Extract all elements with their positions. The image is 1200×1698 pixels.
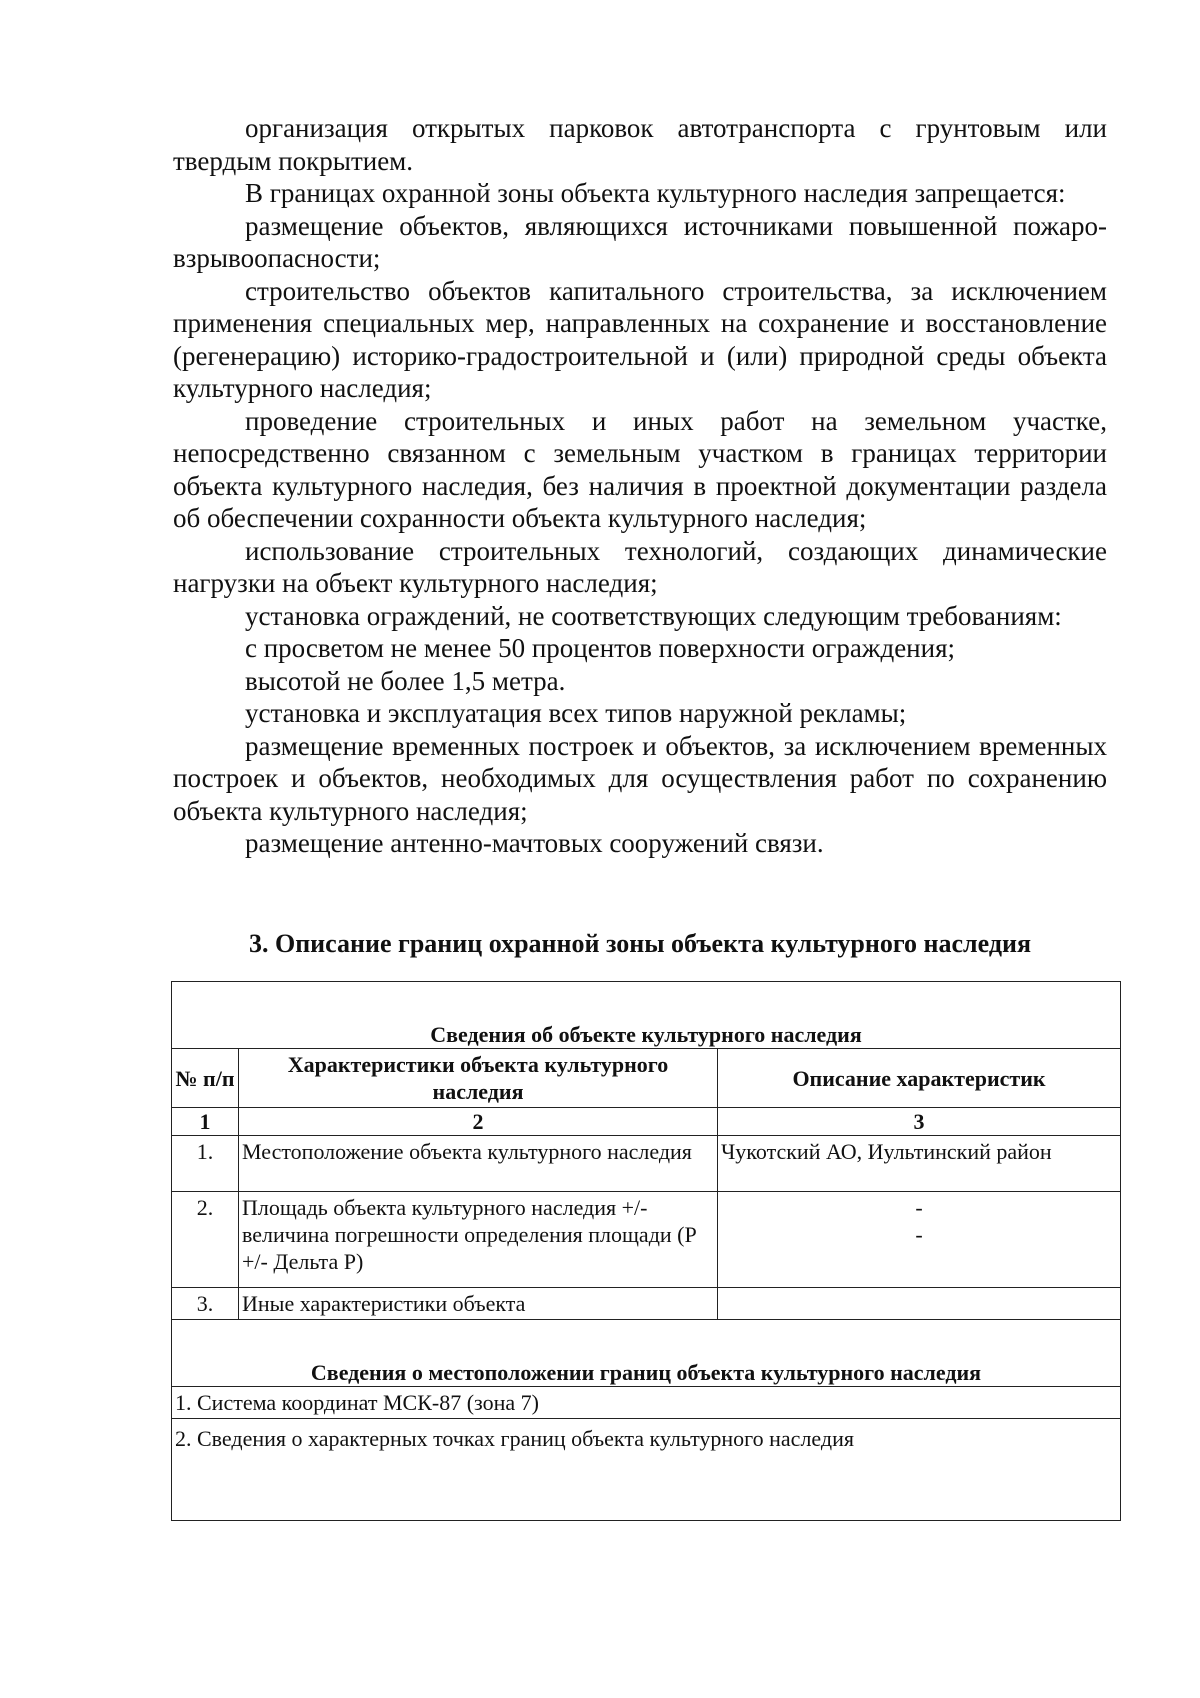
paragraph: организация открытых парковок автотранспорта с грунтовым или твердым покрытием. bbox=[173, 113, 1107, 176]
row-description bbox=[718, 1192, 1121, 1288]
table-row bbox=[172, 1419, 1121, 1521]
body-text bbox=[173, 112, 1107, 860]
table-column-numbers-row bbox=[172, 1108, 1121, 1136]
paragraph: размещение антенно-мачтовых сооружений связи. bbox=[245, 828, 824, 858]
header-description: Описание характеристик bbox=[718, 1049, 1121, 1108]
paragraph: высотой не более 1,5 метра. bbox=[245, 665, 566, 696]
paragraph: использование строительных технологий, создающих динамические нагрузки на объект культурного наследия; bbox=[173, 535, 1107, 598]
header-characteristic: Характеристики объекта культурного наследия bbox=[239, 1049, 718, 1108]
block1-title: Сведения об объекте культурного наследия bbox=[172, 982, 1121, 1049]
block2-title: Сведения о местоположении границ объекта культурного наследия bbox=[172, 1320, 1121, 1387]
paragraph: размещение временных построек и объектов, за исключением временных построек и объектов, необходимых для осуществления работ по сохранению объекта культурного наследия; bbox=[173, 730, 1107, 826]
coordinate-system: 1. Система координат МСК-87 (зона 7) bbox=[172, 1387, 1121, 1419]
boundary-points: 2. Сведения о характерных точках границ объекта культурного наследия bbox=[172, 1419, 1121, 1521]
row-characteristic: Площадь объекта культурного наследия +/- величина погрешности определения площади (P +/- Дельта P) bbox=[239, 1192, 718, 1288]
paragraph: размещение объектов, являющихся источниками повышенной пожаро-взрывоопасности; bbox=[173, 210, 1107, 273]
table-row bbox=[172, 1288, 1121, 1320]
row-description: Чукотский АО, Иультинский район bbox=[718, 1136, 1121, 1192]
description-line: - bbox=[915, 1222, 923, 1247]
header-number: № п/п bbox=[172, 1049, 239, 1108]
paragraph: В границах охранной зоны объекта культурного наследия запрещается: bbox=[245, 178, 1066, 208]
heritage-info-table bbox=[171, 981, 1121, 1521]
row-number: 1. bbox=[172, 1136, 239, 1192]
table-row bbox=[172, 1387, 1121, 1419]
paragraph: установка и эксплуатация всех типов наружной рекламы; bbox=[245, 698, 907, 728]
section-title: 3. Описание границ охранной зоны объекта культурного наследия bbox=[248, 929, 1032, 958]
row-number: 3. bbox=[172, 1288, 239, 1320]
paragraph: проведение строительных и иных работ на земельном участке, непосредственно связанном с земельным участком в границах территории объекта культурного наследия, без наличия в проектной документации раздела об обеспечении сохранности объекта культурного наследия; bbox=[173, 405, 1107, 533]
table-block-header-row bbox=[172, 1320, 1121, 1387]
col-number-3: 3 bbox=[718, 1108, 1121, 1136]
col-number-2: 2 bbox=[239, 1108, 718, 1136]
paragraph: с просветом не менее 50 процентов поверхности ограждения; bbox=[245, 633, 956, 663]
table-column-headers-row bbox=[172, 1049, 1121, 1108]
row-description bbox=[718, 1288, 1121, 1320]
table-block-header-row bbox=[172, 982, 1121, 1049]
row-number: 2. bbox=[172, 1192, 239, 1288]
row-characteristic: Иные характеристики объекта bbox=[239, 1288, 718, 1320]
table-row bbox=[172, 1192, 1121, 1288]
paragraph: установка ограждений, не соответствующих следующим требованиям: bbox=[245, 600, 1062, 631]
paragraph: строительство объектов капитального строительства, за исключением применения специальных мер, направленных на сохранение и восстановление (регенерацию) историко-градостроительной и (или) природной среды объекта культурного наследия; bbox=[173, 275, 1107, 403]
description-line: - bbox=[915, 1195, 923, 1220]
row-characteristic: Местоположение объекта культурного наследия bbox=[239, 1136, 718, 1192]
table-row bbox=[172, 1136, 1121, 1192]
col-number-1: 1 bbox=[172, 1108, 239, 1136]
